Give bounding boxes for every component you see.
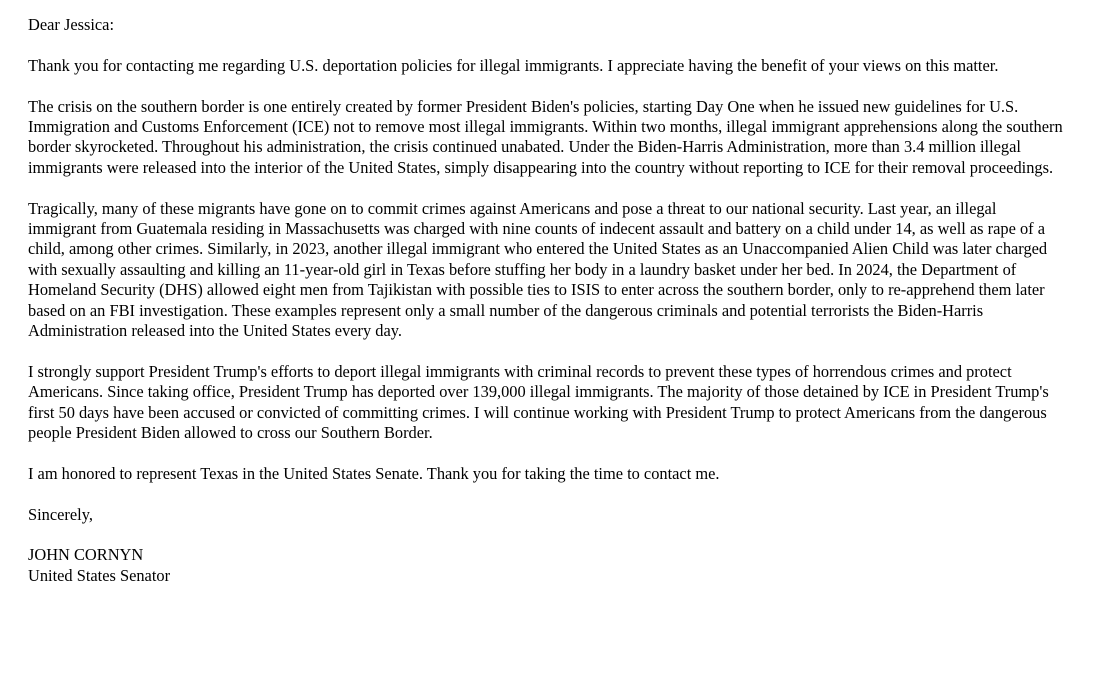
signature-title: United States Senator — [28, 565, 171, 585]
letter-body — [28, 15, 1068, 586]
paragraph-thanks: I am honored to represent Texas in the United States Senate. Thank you for taking the time to contact me. — [28, 463, 720, 483]
closing: Sincerely, — [28, 504, 93, 524]
paragraph-border-crisis: The crisis on the southern border is one entirely created by former President Biden's policies, starting Day One when he issued new guidelines for U.S. Immigration and Customs Enforcement (ICE) not to remove most illegal immigrants. Within two months, illegal immigrant apprehensions along the southern border skyrocketed. Throughout his administration, the crisis continued unabated. Under the Biden-Harris Administration, more than 3.4 million illegal immigrants were released into the interior of the United States, simply disappearing into the country without reporting to ICE for their removal proceedings. — [28, 96, 1063, 177]
paragraph-deportation-support: I strongly support President Trump's efforts to deport illegal immigrants with criminal records to prevent these types of horrendous crimes and protect Americans. Since taking office, President Trump has deported over 139,000 illegal immigrants. The majority of those detained by ICE in President Trump's first 50 days have been accused or convicted of committing crimes. I will continue working with President Trump to protect Americans from the dangerous people President Biden allowed to cross our Southern Border. — [28, 361, 1049, 443]
paragraph-crimes: Tragically, many of these migrants have gone on to commit crimes against Americans and pose a threat to our national security. Last year, an illegal immigrant from Guatemala residing in Massachusetts was charged with nine counts of indecent assault and battery on a child under 14, as well as rape of a child, among other crimes. Similarly, in 2023, another illegal immigrant who entered the United States as an Unaccompanied Alien Child was later charged with sexually assaulting and killing an 11-year-old girl in Texas before stuffing her body in a laundry basket under her bed. In 2024, the Department of Homeland Security (DHS) allowed eight men from Tajikistan with possible ties to ISIS to enter across the southern border, only to re-apprehend them later based on an FBI investigation. These examples represent only a small number of the dangerous criminals and potential terrorists the Biden-Harris Administration released into the United States every day. — [28, 198, 1048, 341]
signature-name: JOHN CORNYN — [28, 545, 144, 565]
paragraph-intro: Thank you for contacting me regarding U.S. deportation policies for illegal immigrants. I appreciate having the benefit of your views on this matter. — [28, 55, 999, 75]
salutation: Dear Jessica: — [28, 15, 115, 34]
